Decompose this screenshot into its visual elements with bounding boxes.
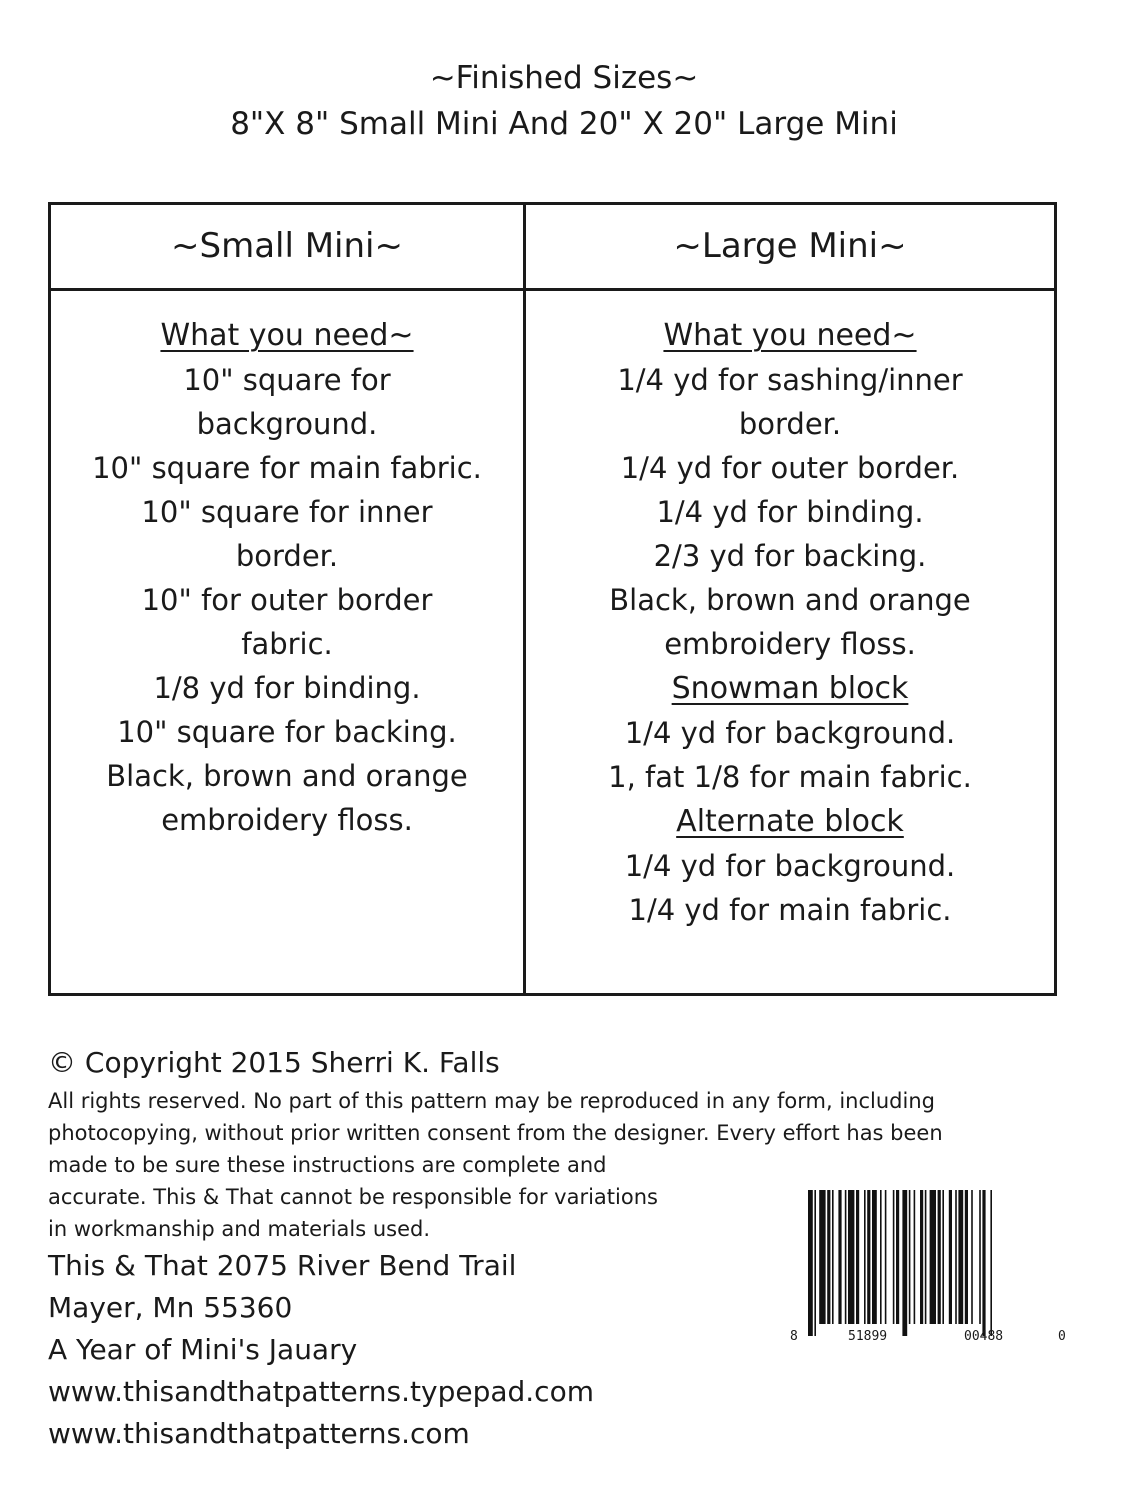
large-what-you-need-heading: What you need~ (663, 318, 917, 353)
finished-sizes-subtitle: 8"X 8" Small Mini And 20" X 20" Large Mini (230, 106, 898, 142)
large-item-line: 1/4 yd for outer border. (620, 451, 960, 485)
barcode-digit-right: 0 (1058, 1329, 1066, 1344)
small-item-line: 10" square for (183, 363, 391, 397)
small-what-you-need-heading: What you need~ (160, 318, 414, 353)
address-line: This & That 2075 River Bend Trail (48, 1249, 517, 1282)
alternate-block-heading: Alternate block (676, 804, 904, 839)
alternate-item-line: 1/4 yd for main fabric. (628, 893, 952, 927)
copyright-notice: © Copyright 2015 Sherri K. Falls (48, 1046, 500, 1079)
small-mini-column (51, 313, 523, 842)
small-mini-heading: ~Small Mini~ (171, 226, 403, 266)
small-item-line: 10" square for main fabric. (92, 451, 482, 485)
barcode-digits-group-2: 00488 (964, 1329, 1004, 1344)
large-mini-heading: ~Large Mini~ (673, 226, 907, 266)
address-line: Mayer, Mn 55360 (48, 1291, 293, 1324)
snowman-block-heading: Snowman block (671, 671, 909, 706)
small-item-line: 1/8 yd for binding. (153, 671, 421, 705)
small-item-line: 10" for outer border (141, 583, 433, 617)
small-item-line: 10" square for inner (141, 495, 433, 529)
large-item-line: 2/3 yd for backing. (653, 539, 927, 573)
small-item-line: Black, brown and orange (106, 759, 468, 793)
barcode (786, 1190, 1070, 1346)
rights-line: All rights reserved. No part of this pattern may be reproduced in any form, including (48, 1089, 935, 1113)
finished-sizes-header (0, 58, 1128, 144)
large-item-line: embroidery floss. (664, 627, 916, 661)
large-mini-column (526, 313, 1054, 932)
small-item-line: background. (196, 407, 378, 441)
alternate-item-line: 1/4 yd for background. (624, 849, 956, 883)
small-item-line: fabric. (241, 627, 333, 661)
snowman-item-line: 1/4 yd for background. (624, 716, 956, 750)
requirements-table (48, 202, 1057, 996)
rights-line: photocopying, without prior written consent from the designer. Every effort has been (48, 1121, 943, 1145)
large-item-line: border. (738, 407, 842, 441)
barcode-digits-group-1: 51899 (848, 1329, 888, 1344)
website-link[interactable]: www.thisandthatpatterns.com (48, 1417, 470, 1450)
finished-sizes-title: ~Finished Sizes~ (429, 60, 699, 96)
rights-line: made to be sure these instructions are complete and (48, 1153, 607, 1177)
small-item-line: border. (235, 539, 339, 573)
rights-line: accurate. This & That cannot be responsible for variations (48, 1185, 658, 1209)
website-link[interactable]: www.thisandthatpatterns.typepad.com (48, 1375, 594, 1408)
snowman-item-line: 1, fat 1/8 for main fabric. (608, 760, 972, 794)
small-item-line: 10" square for backing. (117, 715, 457, 749)
large-item-line: 1/4 yd for binding. (656, 495, 924, 529)
small-item-line: embroidery floss. (161, 803, 413, 837)
rights-line: in workmanship and materials used. (48, 1217, 430, 1241)
large-item-line: Black, brown and orange (609, 583, 971, 617)
pattern-name: A Year of Mini's Jauary (48, 1333, 358, 1366)
barcode-digit-left: 8 (790, 1329, 798, 1344)
barcode-bars (808, 1190, 992, 1336)
table-header-divider (51, 288, 1054, 291)
large-item-line: 1/4 yd for sashing/inner (617, 363, 963, 397)
